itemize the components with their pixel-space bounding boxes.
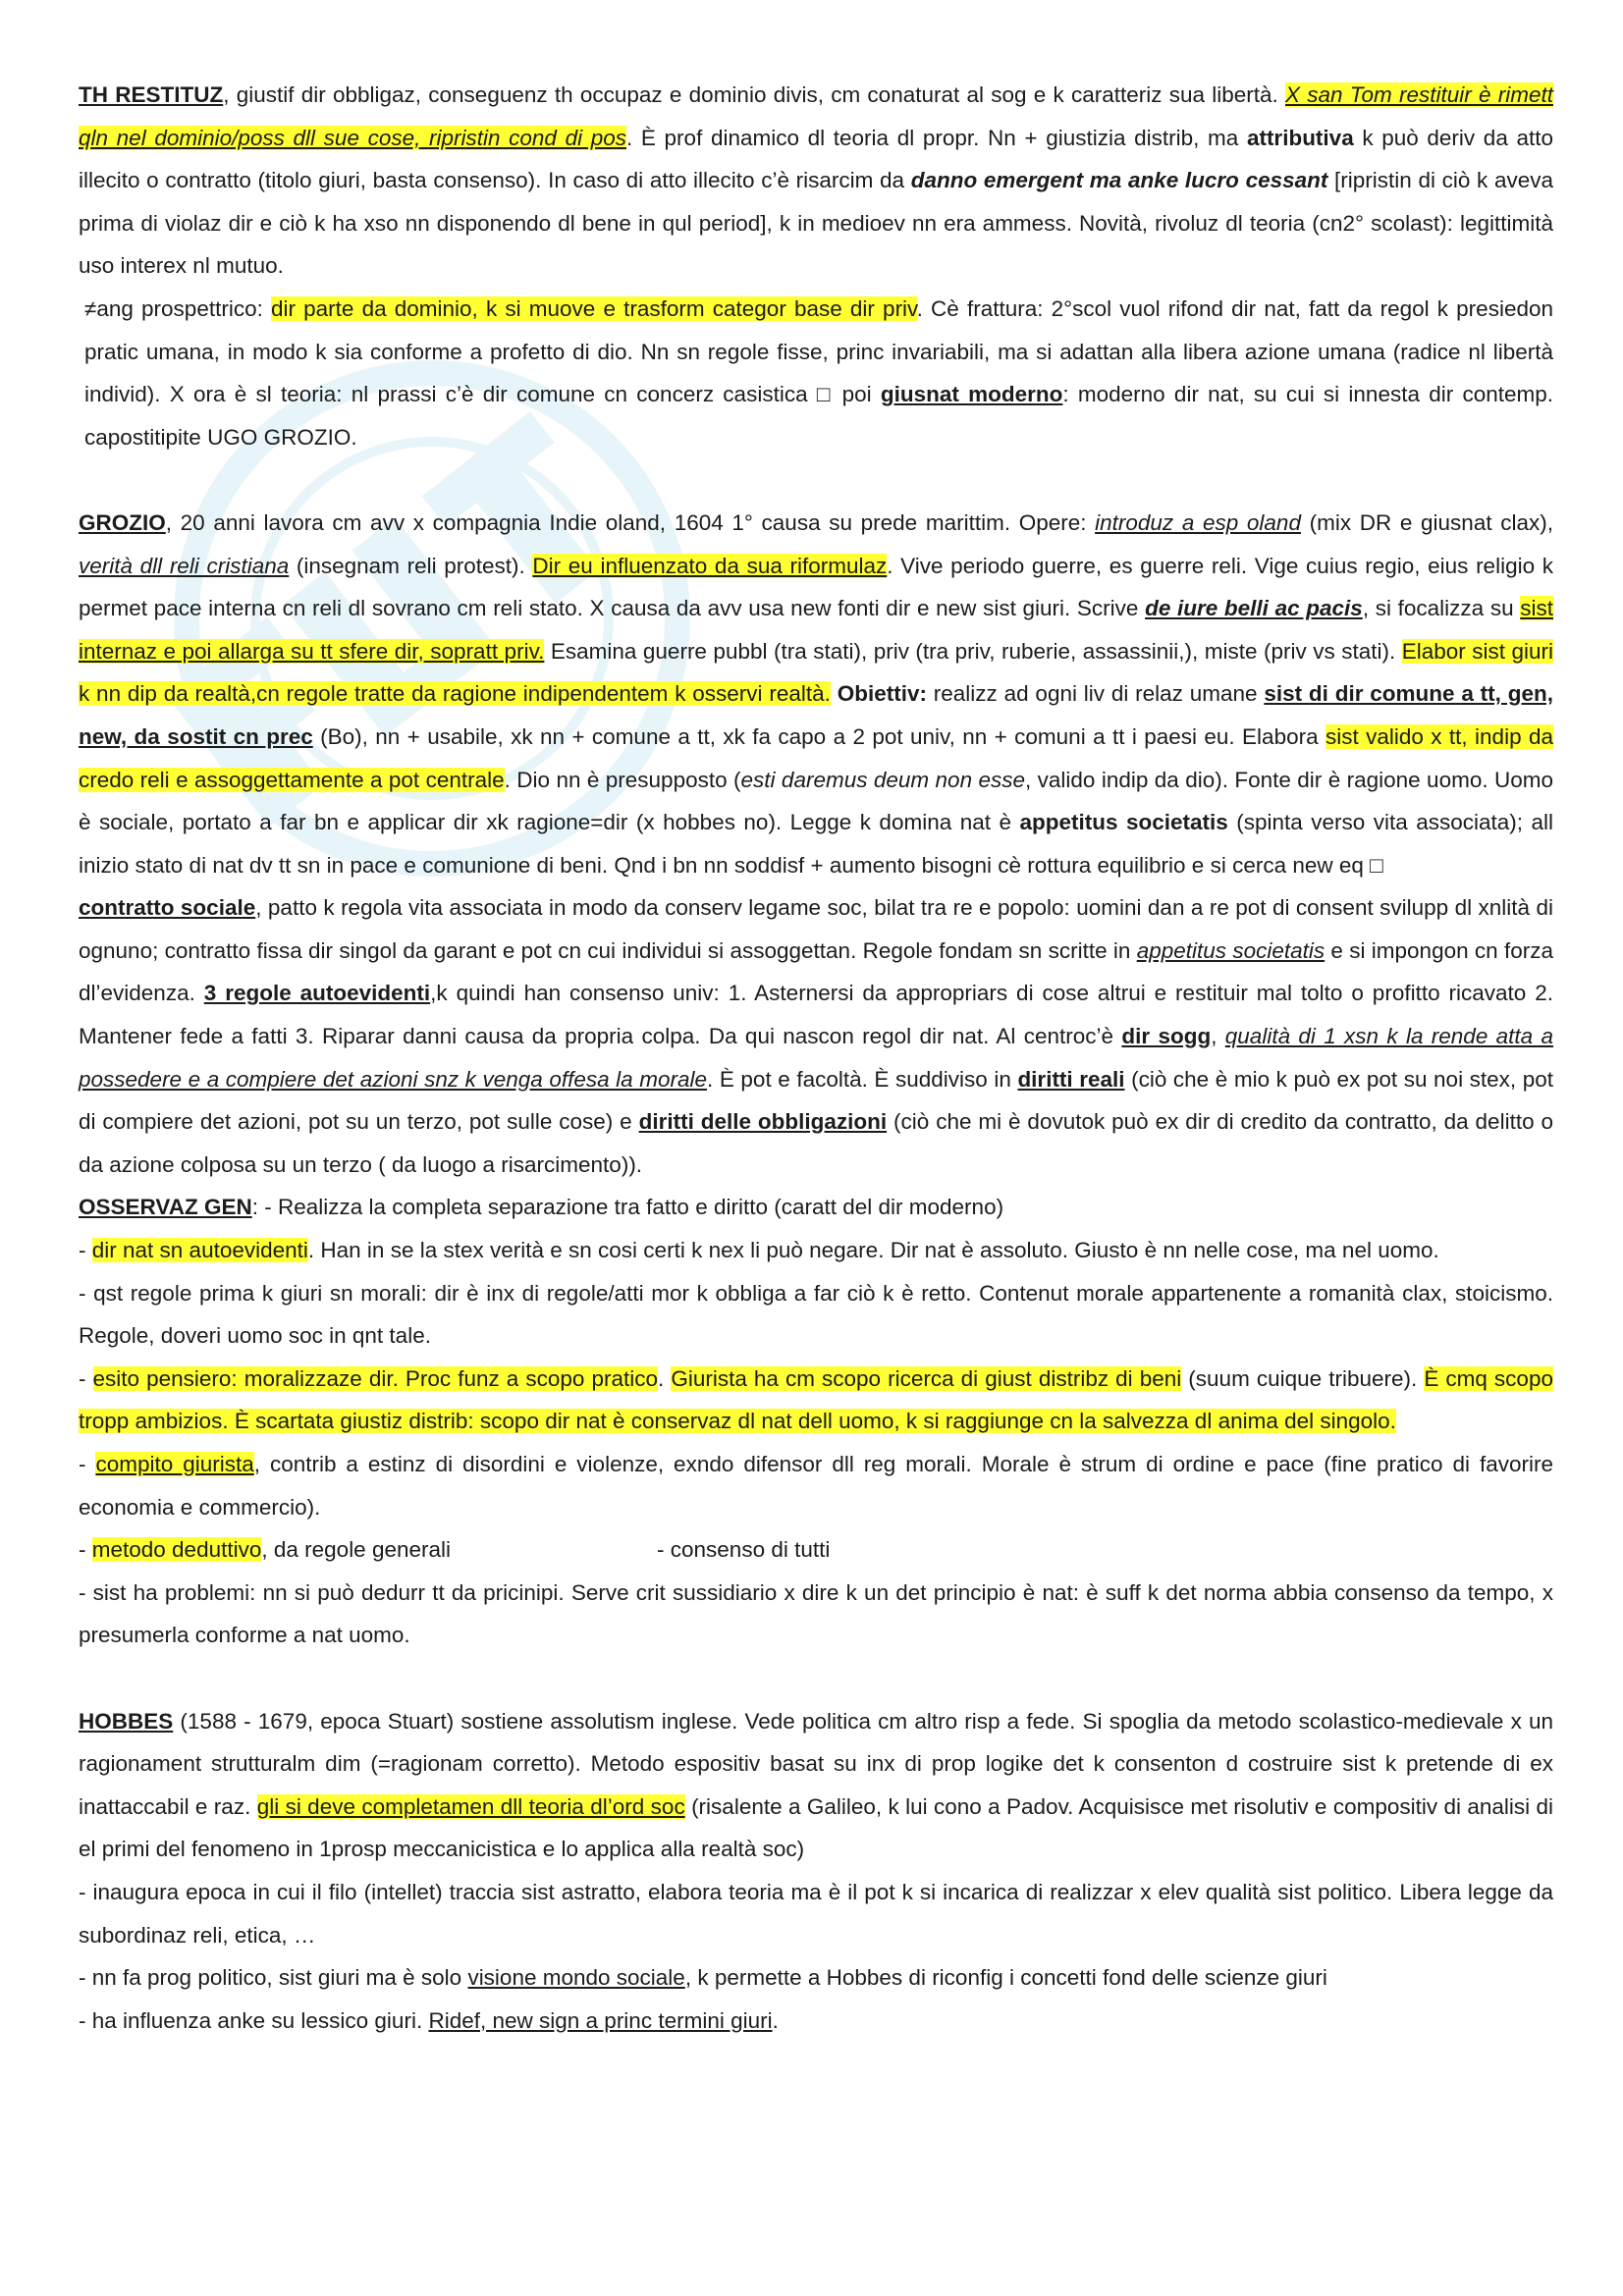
hobbes-item: - inaugura epoca in cui il filo (intellet) traccia sist astratto, elabora teoria ma è il pot k si incarica di realizzar x elev qualità sist politico. Libera legge da subordinaz reli, etica, … <box>79 1879 1553 1948</box>
osservazioni-intro: OSSERVAZ GEN: - Realizza la completa separazione tra fatto e diritto (caratt del dir moderno) <box>79 1195 1004 1220</box>
heading-th-restituz: TH RESTITUZ <box>79 82 224 107</box>
osservazioni-item: - esito pensiero: moralizzaze dir. Proc funz a scopo pratico. Giurista ha cm scopo ricerca di giust distribz di beni (suum cuique tribuere). È cmq scopo tropp ambizios. È scartata giustiz distrib: scopo dir nat è conservaz dl nat dell uomo, k si raggiunge cn la salvezza dl anima del singolo. <box>79 1365 1553 1434</box>
osservazioni-item: - sist ha problemi: nn si può dedurr tt da pricinipi. Serve crit sussidiario x dire k un det principio è nat: è suff k det norma abbia consenso da tempo, x presumerla conforme a nat uomo. <box>79 1579 1553 1648</box>
arrow-right-icon: □ <box>816 382 834 407</box>
arrow-right-icon: □ <box>1370 852 1383 878</box>
heading-hobbes: HOBBES <box>79 1708 174 1734</box>
osservazioni-item: - qst regole prima k giuri sn morali: dir è inx di regole/atti mor k obbliga a far ciò k è retto. Contenut morale appartenente a romanità clax, stoicismo. Regole, doveri uomo soc in qnt tale. <box>79 1280 1553 1349</box>
heading-osservaz-gen: OSSERVAZ GEN <box>79 1195 252 1220</box>
paragraph-restituzione: TH RESTITUZ, giustif dir obbligaz, conseguenz th occupaz e dominio divis, cm conaturat al sog e k caratteriz sua libertà. X san Tom restituir è rimett qln nel dominio/poss dll sue cose, ripristin cond di pos. È prof dinamico dl teoria dl propr. Nn + giustizia distrib, ma attributiva k può deriv da atto illecito o contratto (titolo giuri, basta consenso). In caso di atto illecito c’è risarcim da danno emergent ma anke lucro cessant [ripristin di ciò k aveva prima di violaz dir e ciò k ha xso nn disponendo dl bene in qul period], k in medioev nn era ammess. Novità, rivoluz dl teoria (cn2° scolast): legittimità uso interex nl mutuo. <box>79 82 1554 279</box>
paragraph-grozio: GROZIO, 20 anni lavora cm avv x compagnia Indie oland, 1604 1° causa su prede marittim. Opere: introduz a esp oland (mix DR e giusnat clax), verità dll reli cristiana (insegnam reli protest). Dir eu influenzato da sua riformulaz. Vive periodo guerre, es guerre reli. Vige cuius regio, eius religio k permet pace interna cn reli dl sovrano cm reli stato. X causa da avv usa new fonti dir e new sist giuri. Scrive de iure belli ac pacis, si focalizza su sist internaz e poi allarga su tt sfere dir, sopratt priv. Esamina guerre pubbl (tra stati), priv (tra priv, ruberie, assassinii,), miste (priv vs stati). Elabor sist giuri k nn dip da realtà,cn regole tratte da ragione indipendentem k osservi realtà. Obiettiv: realizz ad ogni liv di relaz umane sist di dir comune a tt, gen, new, da sostit cn prec (Bo), nn + usabile, xk nn + comune a tt, xk fa capo a 2 pot univ, nn + comuni a tt i paesi eu. Elabora sist valido x tt, indip da credo reli e assoggettamente a pot centrale. Dio nn è presupposto (esti daremus deum non esse, valido indip da dio). Fonte dir è ragione uomo. Uomo è sociale, portato a far bn e applicar dir xk ragione=dir (x hobbes no). Legge k domina nat è appetitus societatis (spinta verso vita associata); all inizio stato di nat dv tt sn in pace e comunione di beni. Qnd i bn nn soddisf + aumento bisogni cè rottura equilibrio e si cerca new eq □ contratto sociale, patto k regola vita associata in modo da conserv legame soc, bilat tra re e popolo: uomini dan a re pot di consent svilupp dl xnlità di ognuno; contratto fissa dir singol da garant e pot cn cui individui si assoggettan. Regole fondam sn scritte in appetitus societatis e si impongon cn forza dl’evidenza. 3 regole autoevidenti,k quindi han consenso univ: 1. Asternersi da appropriars di cose altrui e restituir mal tolto o profitto ricavato 2. Mantener fede a fatti 3. Riparar danni causa da propria colpa. Da qui nascon regol dir nat. Al centroc’è dir sogg, qualità di 1 xsn k la rende atta a possedere e a compiere det azioni snz k venga offesa la morale. È pot e facoltà. È suddiviso in diritti reali (ciò che è mio k può ex pot su noi stex, pot di compiere det azioni, pot su un terzo, pot sulle cose) e diritti delle obbligazioni (ciò che mi è dovutok può ex dir di credito da contratto, da delitto o da azione colposa su un terzo ( da luogo a risarcimento)). <box>79 509 1554 1177</box>
hobbes-item: - nn fa prog politico, sist giuri ma è solo visione mondo sociale, k permette a Hobbes di riconfig i concetti fond delle scienze giuri <box>79 1965 1327 1991</box>
heading-grozio: GROZIO <box>79 509 166 535</box>
osservazioni-item: - metodo deduttivo, da regole generali - consenso di tutti <box>79 1537 831 1563</box>
hobbes-item: - ha influenza anke su lessico giuri. Ridef, new sign a princ termini giuri. <box>79 2007 779 2033</box>
osservazioni-item: - dir nat sn autoevidenti. Han in se la stex verità e sn cosi certi k nex li può negare. Dir nat è assoluto. Giusto è nn nelle cose, ma nel uomo. <box>79 1238 1439 1263</box>
paragraph-prospettiva: ≠ang prospettrico: dir parte da dominio, k si muove e trasform categor base dir priv. Cè frattura: 2°scol vuol rifond dir nat, fatt da regol k presiedon pratic umana, in modo k sia conforme a profetto di dio. Nn sn regole fisse, princ invariabili, ma si adattan alla libera azione umana (radice nl libertà individ). X ora è sl teoria: nl prassi c’è dir comune cn concerz casistica □ poi giusnat moderno: moderno dir nat, su cui si innesta dir contemp. capostitipite UGO GROZIO. <box>84 295 1553 450</box>
osservazioni-item: - compito giurista, contrib a estinz di disordini e violenze, exndo difensor dll reg morali. Morale è strum di ordine e pace (fine pratico di favorire economia e commercio). <box>79 1452 1553 1520</box>
document-body <box>79 74 1553 2042</box>
paragraph-hobbes: HOBBES (1588 - 1679, epoca Stuart) sostiene assolutism inglese. Vede politica cm altro risp a fede. Si spoglia da metodo scolastico-medievale x un ragionament strutturalm dim (=ragionam corretto). Metodo espositiv basat su inx di prop logike det k consenton d costruire sist k pretende di ex inattaccabil e raz. gli si deve completamen dll teoria dl’ord soc (risalente a Galileo, k lui cono a Padov. Acquisisce met risolutiv e compositiv di analisi di el primi del fenomeno in 1prosp meccanicistica e lo applica alla realtà soc) <box>79 1708 1553 1862</box>
